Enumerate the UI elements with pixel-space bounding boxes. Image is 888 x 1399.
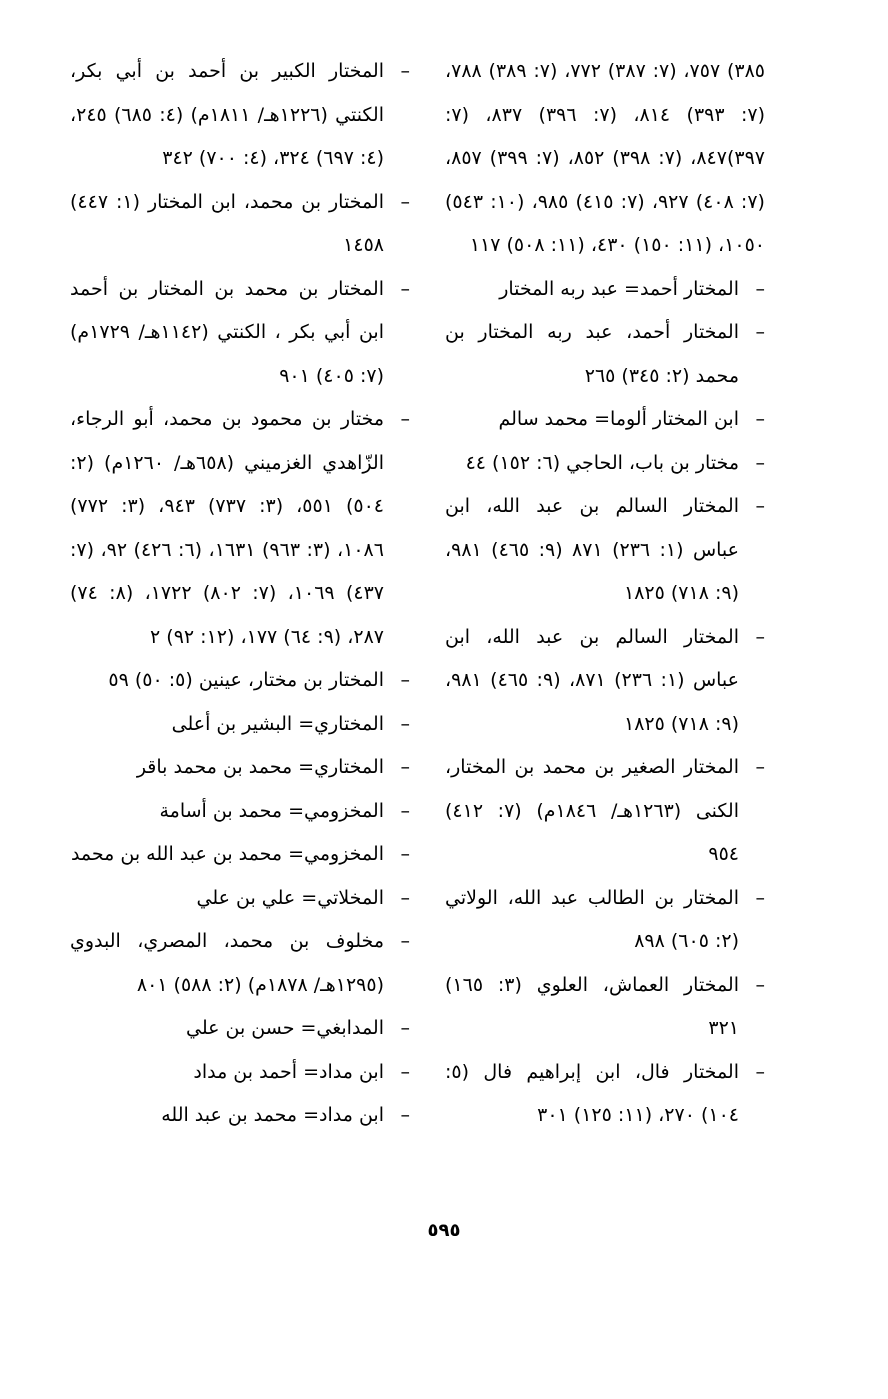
- index-entry: – المخزومي= محمد بن أسامة: [70, 790, 410, 834]
- index-entry: – المختار بن محمد بن المختار بن أحمد ابن أبي بكر ، الكنتي (١١٤٢هـ/ ١٧٢٩م) (٧: ٤٠٥) ٩٠١: [70, 268, 410, 399]
- index-entry: – المختاري= البشير بن أعلى: [70, 703, 410, 747]
- index-entry: – المختار السالم بن عبد الله، ابن عباس (١: ٢٣٦) ٨٧١ (٩: ٤٦٥) ٩٨١، (٩: ٧١٨) ١٨٢٥: [445, 485, 765, 616]
- index-column-right: [445, 50, 765, 1138]
- index-entry: – المختار أحمد= عبد ربه المختار: [445, 268, 765, 312]
- index-entry: – ابن مداد= محمد بن عبد الله: [70, 1094, 410, 1138]
- index-entry: – المخزومي= محمد بن عبد الله بن محمد: [70, 833, 410, 877]
- index-entry: – ابن المختار ألوما= محمد سالم: [445, 398, 765, 442]
- page-number: ٥٩٥: [427, 1220, 461, 1241]
- index-entry: – المختار بن محمد، ابن المختار (١: ٤٤٧) ١٤٥٨: [70, 181, 410, 268]
- continued-entry-references: ٣٨٥) ٧٥٧، (٧: ٣٨٧) ٧٧٢، (٧: ٣٨٩) ٧٨٨، (٧: ٣٩٣) ٨١٤، (٧: ٣٩٦) ٨٣٧، (٧: ٣٩٧)٨٤٧، (٧: ٣٩٨) ٨٥٢، (٧: ٣٩٩) ٨٥٧، (٧: ٤٠٨) ٩٢٧، (٧: ٤١٥) ٩٨٥، (١٠: ٥٤٣) ١٠٥٠، (١١: ١٥٠) ٤٣٠، (١١: ٥٠٨) ١١٧: [445, 60, 765, 256]
- index-entry: – المختار بن مختار، عينين (٥: ٥٠) ٥٩: [70, 659, 410, 703]
- index-entry: – المختار بن الطالب عبد الله، الولاتي (٢: ٦٠٥) ٨٩٨: [445, 877, 765, 964]
- index-entry: – المخلاتي= علي بن علي: [70, 877, 410, 921]
- index-entry: – مختار بن محمود بن محمد، أبو الرجاء، الزّاهدي الغزميني (٦٥٨هـ/ ١٢٦٠م) (٢: ٥٠٤) ٥٥١، (٣: ٧٣٧) ٩٤٣، (٣: ٧٧٢) ١٠٨٦، (٣: ٩٦٣) ١٦٣١، (٦: ٤٢٦) ٩٢، (٧: ٤٣٧) ١٠٦٩، (٧: ٨٠٢) ١٧٢٢، (٨: ٧٤) ٢٨٧، (٩: ٦٤) ١٧٧، (١٢: ٩٢) ٢: [70, 398, 410, 659]
- index-entry: – مخلوف بن محمد، المصري، البدوي (١٢٩٥هـ/ ١٨٧٨م) (٢: ٥٨٨) ٨٠١: [70, 920, 410, 1007]
- index-entry: – المختار الصغير بن محمد بن المختار، الكنى (١٢٦٣هـ/ ١٨٤٦م) (٧: ٤١٢) ٩٥٤: [445, 746, 765, 877]
- index-column-left: [70, 50, 410, 1138]
- index-entry: – المختار العماش، العلوي (٣: ١٦٥) ٣٢١: [445, 964, 765, 1051]
- index-entry: – المختار السالم بن عبد الله، ابن عباس (١: ٢٣٦) ٨٧١، (٩: ٤٦٥) ٩٨١، (٩: ٧١٨) ١٨٢٥: [445, 616, 765, 747]
- index-entry: – المختار أحمد، عبد ربه المختار بن محمد (٢: ٣٤٥) ٢٦٥: [445, 311, 765, 398]
- index-entry: – المختار فال، ابن إبراهيم فال (٥: ١٠٤) ٢٧٠، (١١: ١٢٥) ٣٠١: [445, 1051, 765, 1138]
- index-entry: – ابن مداد= أحمد بن مداد: [70, 1051, 410, 1095]
- index-entry: – المدابغي= حسن بن علي: [70, 1007, 410, 1051]
- index-entry: – المختار الكبير بن أحمد بن أبي بكر، الكنتي (١٢٢٦هـ/ ١٨١١م) (٤: ٦٨٥) ٢٤٥، (٤: ٦٩٧) ٣٢٤، (٤: ٧٠٠) ٣٤٢: [70, 50, 410, 181]
- index-entry: – المختاري= محمد بن محمد باقر: [70, 746, 410, 790]
- index-entry: – مختار بن باب، الحاجي (٦: ١٥٢) ٤٤: [445, 442, 765, 486]
